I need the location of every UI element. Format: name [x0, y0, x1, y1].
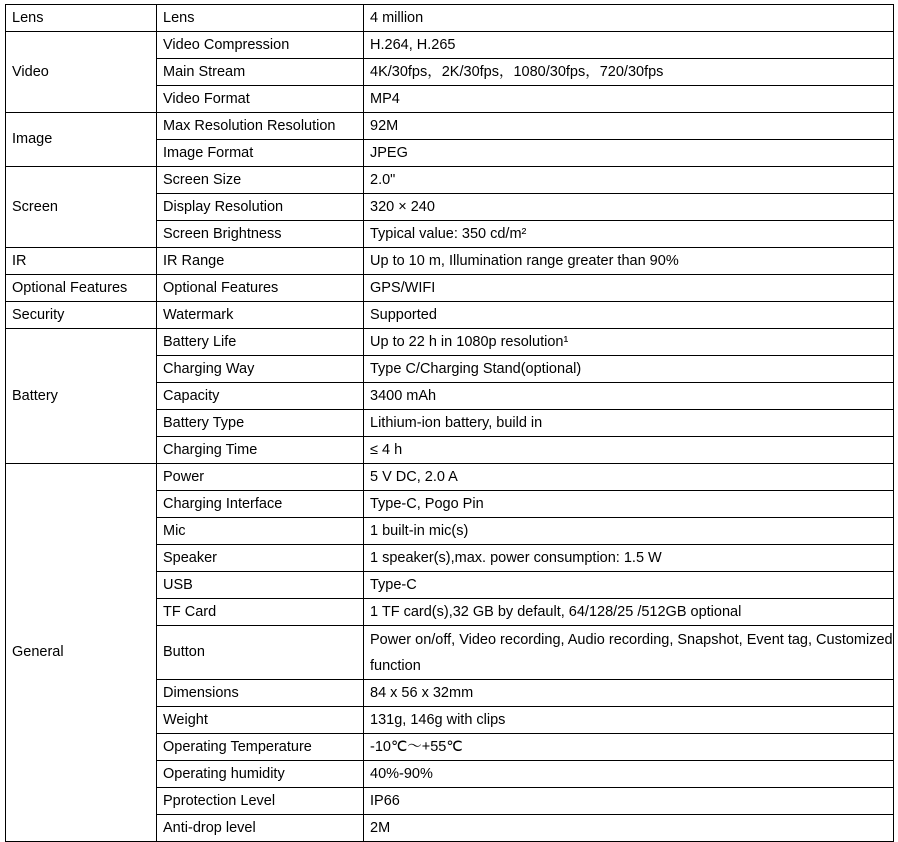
- spec-label: Max Resolution Resolution: [157, 113, 364, 140]
- table-row: [6, 248, 894, 275]
- spec-label: Video Format: [157, 86, 364, 113]
- spec-value: -10℃～+55℃: [364, 734, 894, 761]
- spec-label: Operating Temperature: [157, 734, 364, 761]
- spec-label: Button: [157, 626, 364, 680]
- spec-value: 3400 mAh: [364, 383, 894, 410]
- spec-value: Type C/Charging Stand(optional): [364, 356, 894, 383]
- category-cell: Battery: [6, 329, 157, 464]
- spec-label: Battery Life: [157, 329, 364, 356]
- category-cell: Image: [6, 113, 157, 167]
- spec-value: Up to 22 h in 1080p resolution¹: [364, 329, 894, 356]
- spec-label: Watermark: [157, 302, 364, 329]
- spec-value: 1 built-in mic(s): [364, 518, 894, 545]
- spec-label: Optional Features: [157, 275, 364, 302]
- spec-value: 1 speaker(s),max. power consumption: 1.5 W: [364, 545, 894, 572]
- spec-label: Charging Interface: [157, 491, 364, 518]
- spec-value: GPS/WIFI: [364, 275, 894, 302]
- spec-label: Weight: [157, 707, 364, 734]
- category-cell: Screen: [6, 167, 157, 248]
- spec-value: ≤ 4 h: [364, 437, 894, 464]
- spec-label: TF Card: [157, 599, 364, 626]
- spec-label: Screen Brightness: [157, 221, 364, 248]
- spec-label: Main Stream: [157, 59, 364, 86]
- spec-value: IP66: [364, 788, 894, 815]
- spec-table: [5, 4, 894, 842]
- spec-label: Power: [157, 464, 364, 491]
- spec-value: Type-C: [364, 572, 894, 599]
- table-row: [6, 113, 894, 140]
- category-cell: IR: [6, 248, 157, 275]
- category-cell: Video: [6, 32, 157, 113]
- spec-label: Pprotection Level: [157, 788, 364, 815]
- spec-value: Power on/off, Video recording, Audio recording, Snapshot, Event tag, Customized function: [364, 626, 894, 680]
- spec-value: 92M: [364, 113, 894, 140]
- spec-value: 131g, 146g with clips: [364, 707, 894, 734]
- table-row: [6, 32, 894, 59]
- spec-label: Battery Type: [157, 410, 364, 437]
- spec-value: 2.0": [364, 167, 894, 194]
- spec-label: Charging Time: [157, 437, 364, 464]
- table-row: [6, 275, 894, 302]
- spec-label: Screen Size: [157, 167, 364, 194]
- spec-label: Operating humidity: [157, 761, 364, 788]
- spec-value: Typical value: 350 cd/m²: [364, 221, 894, 248]
- spec-value: 2M: [364, 815, 894, 842]
- table-row: [6, 167, 894, 194]
- spec-value: 4 million: [364, 5, 894, 32]
- spec-value: Type-C, Pogo Pin: [364, 491, 894, 518]
- category-cell: Lens: [6, 5, 157, 32]
- spec-value: 1 TF card(s),32 GB by default, 64/128/25 /512GB optional: [364, 599, 894, 626]
- category-cell: General: [6, 464, 157, 842]
- spec-label: Anti-drop level: [157, 815, 364, 842]
- spec-label: Capacity: [157, 383, 364, 410]
- category-cell: Security: [6, 302, 157, 329]
- table-row: [6, 302, 894, 329]
- spec-value: MP4: [364, 86, 894, 113]
- table-row: [6, 329, 894, 356]
- spec-label: Video Compression: [157, 32, 364, 59]
- spec-value: 4K/30fps，2K/30fps，1080/30fps，720/30fps: [364, 59, 894, 86]
- spec-label: IR Range: [157, 248, 364, 275]
- spec-value: 40%-90%: [364, 761, 894, 788]
- spec-value: H.264, H.265: [364, 32, 894, 59]
- spec-value: 320 × 240: [364, 194, 894, 221]
- spec-value: Up to 10 m, Illumination range greater than 90%: [364, 248, 894, 275]
- spec-value: 84 x 56 x 32mm: [364, 680, 894, 707]
- table-row: [6, 464, 894, 491]
- spec-label: Mic: [157, 518, 364, 545]
- spec-value: JPEG: [364, 140, 894, 167]
- category-cell: Optional Features: [6, 275, 157, 302]
- spec-label: Speaker: [157, 545, 364, 572]
- spec-label: USB: [157, 572, 364, 599]
- table-row: [6, 5, 894, 32]
- spec-value: 5 V DC, 2.0 A: [364, 464, 894, 491]
- spec-value: Lithium-ion battery, build in: [364, 410, 894, 437]
- spec-label: Lens: [157, 5, 364, 32]
- spec-label: Display Resolution: [157, 194, 364, 221]
- spec-label: Image Format: [157, 140, 364, 167]
- spec-value: Supported: [364, 302, 894, 329]
- spec-label: Dimensions: [157, 680, 364, 707]
- spec-label: Charging Way: [157, 356, 364, 383]
